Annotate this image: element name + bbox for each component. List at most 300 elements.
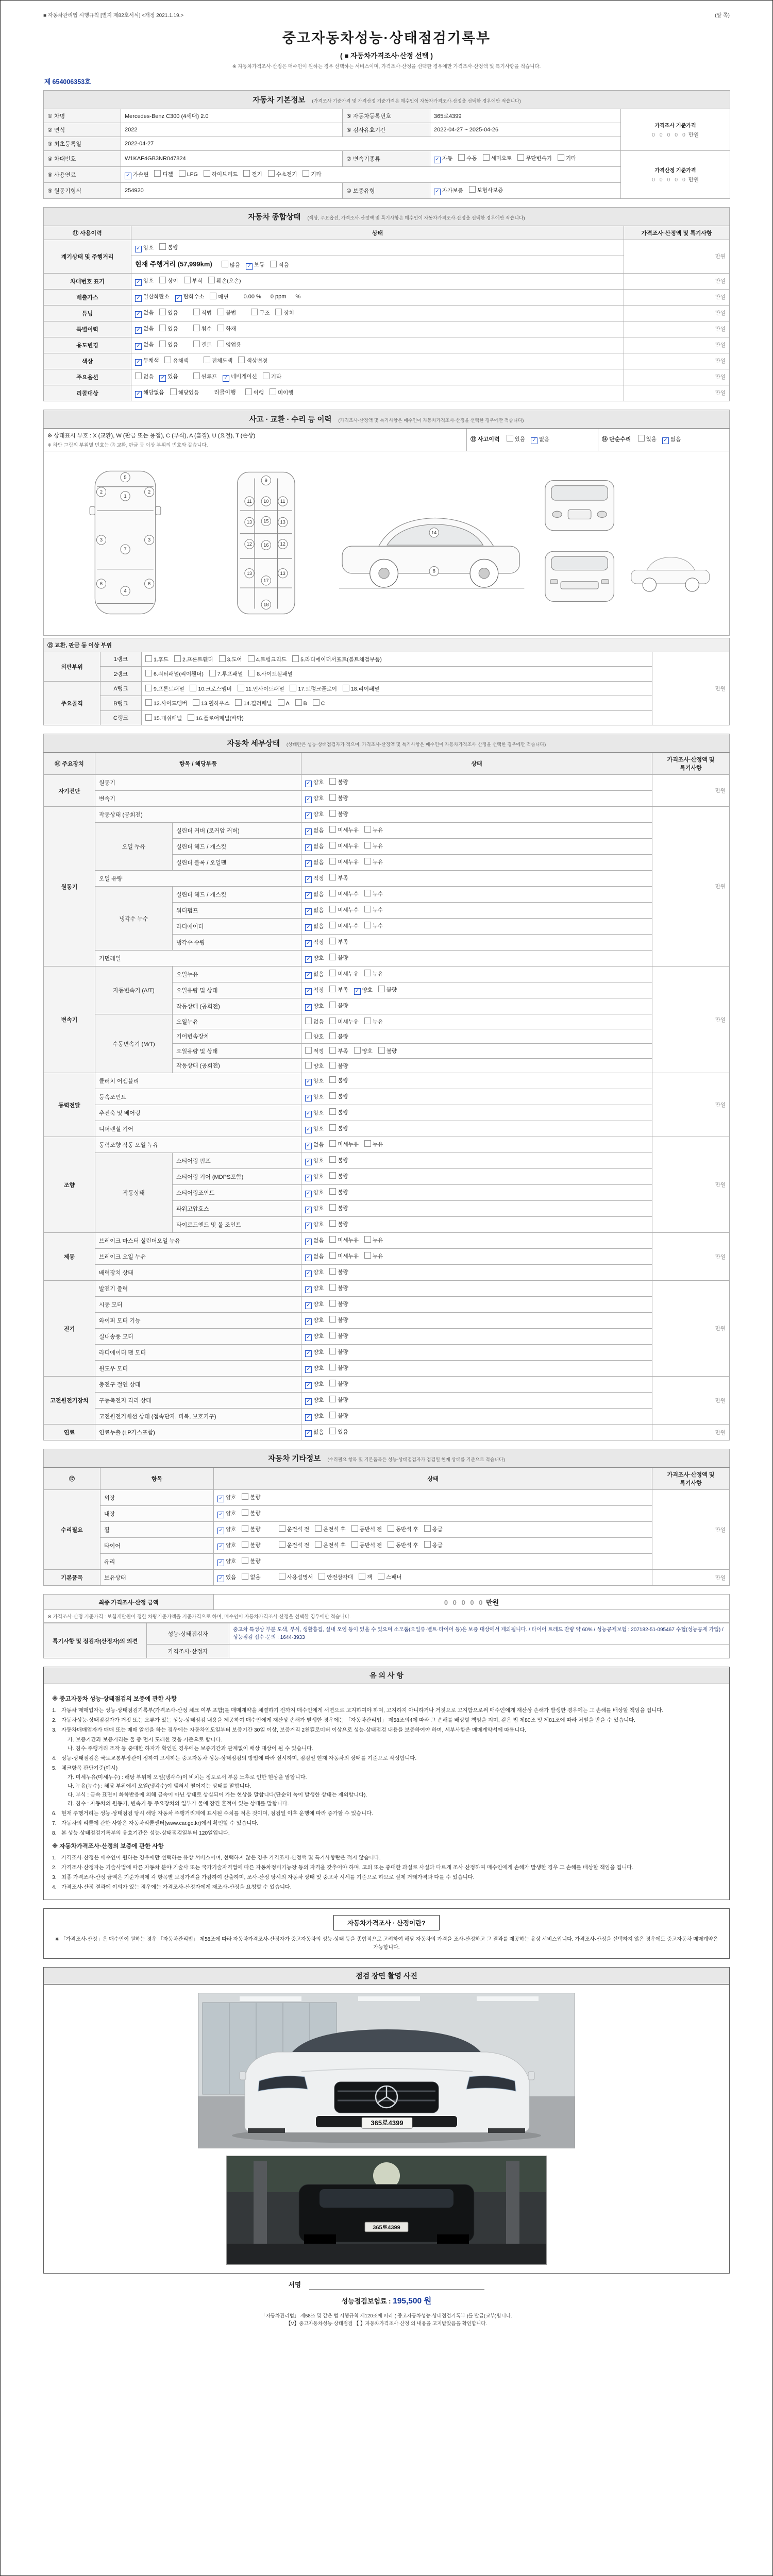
- checkbox[interactable]: [329, 1300, 336, 1307]
- checkbox-option[interactable]: [175, 293, 205, 302]
- checkbox-option[interactable]: [329, 1047, 348, 1055]
- checkbox-option[interactable]: [305, 1109, 324, 1118]
- checkbox-option[interactable]: [305, 1412, 324, 1421]
- checkbox[interactable]: [278, 699, 284, 706]
- checkbox[interactable]: [290, 685, 296, 691]
- checkbox[interactable]: [193, 341, 200, 347]
- checkbox[interactable]: [210, 293, 216, 299]
- checkbox[interactable]: [329, 1062, 336, 1069]
- checkbox-option[interactable]: [217, 1526, 236, 1535]
- checkbox[interactable]: ✓: [305, 1414, 312, 1421]
- checkbox-option[interactable]: [507, 435, 525, 443]
- checkbox-option[interactable]: [204, 357, 233, 365]
- checkbox[interactable]: [295, 699, 302, 706]
- checkbox-option[interactable]: [292, 655, 382, 664]
- checkbox-option[interactable]: [209, 670, 243, 678]
- checkbox[interactable]: [329, 810, 336, 817]
- checkbox-option[interactable]: [329, 1348, 348, 1356]
- checkbox-option[interactable]: [305, 1189, 324, 1198]
- checkbox[interactable]: ✓: [217, 1560, 224, 1566]
- checkbox[interactable]: [364, 890, 371, 896]
- checkbox[interactable]: [315, 1525, 322, 1532]
- checkbox-option[interactable]: [364, 1252, 383, 1260]
- checkbox-option[interactable]: [329, 1172, 348, 1180]
- checkbox[interactable]: [279, 1525, 285, 1532]
- checkbox[interactable]: [329, 1428, 336, 1434]
- checkbox-option[interactable]: [305, 970, 324, 979]
- checkbox-option[interactable]: [305, 1284, 324, 1294]
- checkbox[interactable]: [329, 1412, 336, 1418]
- checkbox[interactable]: [378, 1573, 384, 1580]
- checkbox-option[interactable]: [364, 1018, 383, 1026]
- checkbox-option[interactable]: [305, 858, 324, 868]
- checkbox-option[interactable]: [279, 1541, 310, 1549]
- checkbox-option[interactable]: [305, 1252, 324, 1262]
- checkbox[interactable]: [329, 1124, 336, 1131]
- checkbox-option[interactable]: [351, 1541, 382, 1549]
- checkbox-option[interactable]: [305, 1125, 324, 1134]
- checkbox-option[interactable]: [217, 1541, 236, 1551]
- checkbox[interactable]: [305, 1047, 312, 1054]
- checkbox-option[interactable]: [193, 341, 212, 349]
- checkbox[interactable]: ✓: [125, 173, 131, 179]
- checkbox-option[interactable]: [329, 794, 348, 802]
- checkbox-option[interactable]: [329, 1380, 348, 1388]
- checkbox[interactable]: ✓: [217, 1528, 224, 1534]
- checkbox[interactable]: [364, 826, 371, 833]
- checkbox[interactable]: [159, 309, 166, 315]
- checkbox-option[interactable]: [305, 1141, 324, 1150]
- checkbox[interactable]: [329, 1002, 336, 1008]
- checkbox[interactable]: [329, 1156, 336, 1163]
- checkbox[interactable]: [364, 1140, 371, 1147]
- checkbox[interactable]: [329, 858, 336, 865]
- checkbox[interactable]: [305, 1062, 312, 1069]
- checkbox[interactable]: ✓: [305, 1223, 312, 1229]
- checkbox[interactable]: ✓: [305, 796, 312, 803]
- checkbox-option[interactable]: [329, 1396, 348, 1404]
- checkbox-option[interactable]: [248, 670, 293, 678]
- checkbox[interactable]: [217, 309, 224, 315]
- checkbox-option[interactable]: [174, 655, 213, 664]
- checkbox[interactable]: [329, 842, 336, 849]
- checkbox-option[interactable]: [305, 938, 324, 947]
- checkbox-option[interactable]: [329, 1156, 348, 1164]
- checkbox-option[interactable]: [217, 1557, 236, 1567]
- checkbox-option[interactable]: [329, 874, 348, 882]
- checkbox[interactable]: ✓: [135, 343, 142, 350]
- checkbox-option[interactable]: [364, 858, 383, 866]
- checkbox[interactable]: [364, 1018, 371, 1024]
- checkbox-option[interactable]: [145, 670, 204, 678]
- checkbox-option[interactable]: [359, 1573, 372, 1581]
- checkbox-option[interactable]: [305, 1077, 324, 1086]
- checkbox-option[interactable]: [242, 1573, 260, 1581]
- signature-field[interactable]: [309, 2280, 484, 2290]
- checkbox[interactable]: [458, 154, 465, 161]
- checkbox[interactable]: [270, 388, 276, 395]
- checkbox[interactable]: ✓: [305, 988, 312, 995]
- checkbox[interactable]: [318, 1573, 325, 1580]
- checkbox-option[interactable]: [313, 699, 325, 707]
- checkbox-option[interactable]: [278, 699, 290, 707]
- checkbox[interactable]: ✓: [305, 1366, 312, 1373]
- checkbox-option[interactable]: [364, 906, 383, 914]
- checkbox-option[interactable]: [248, 655, 287, 664]
- checkbox[interactable]: [242, 1573, 248, 1580]
- checkbox-option[interactable]: [188, 714, 244, 722]
- checkbox-option[interactable]: [135, 372, 154, 381]
- checkbox-option[interactable]: [305, 986, 324, 995]
- checkbox[interactable]: ✓: [305, 1095, 312, 1101]
- checkbox[interactable]: ✓: [135, 391, 142, 398]
- checkbox[interactable]: [343, 685, 349, 691]
- checkbox-option[interactable]: [145, 685, 184, 693]
- checkbox[interactable]: ✓: [305, 940, 312, 947]
- checkbox[interactable]: [507, 435, 513, 442]
- checkbox[interactable]: [558, 154, 564, 161]
- checkbox[interactable]: [364, 858, 371, 865]
- checkbox-option[interactable]: [354, 1047, 373, 1055]
- checkbox[interactable]: ✓: [305, 1111, 312, 1117]
- checkbox-option[interactable]: [329, 906, 359, 914]
- checkbox[interactable]: [303, 170, 309, 177]
- checkbox-option[interactable]: [217, 1510, 236, 1519]
- checkbox[interactable]: [329, 1396, 336, 1402]
- checkbox-option[interactable]: [217, 1573, 236, 1583]
- checkbox[interactable]: [159, 277, 166, 283]
- checkbox[interactable]: [275, 309, 282, 315]
- checkbox[interactable]: [263, 372, 270, 379]
- checkbox-option[interactable]: [315, 1541, 346, 1549]
- checkbox-option[interactable]: [159, 309, 178, 317]
- checkbox-option[interactable]: [305, 1428, 324, 1437]
- checkbox[interactable]: ✓: [217, 1496, 224, 1502]
- price-survey-option[interactable]: ( ■ 자동차가격조사·산정 선택 ): [340, 52, 433, 60]
- checkbox-option[interactable]: [329, 826, 359, 834]
- checkbox-option[interactable]: [329, 970, 359, 978]
- checkbox[interactable]: [135, 372, 142, 379]
- checkbox[interactable]: [242, 1557, 248, 1564]
- checkbox-option[interactable]: [193, 372, 217, 381]
- checkbox[interactable]: [329, 794, 336, 801]
- checkbox-option[interactable]: [238, 685, 284, 693]
- checkbox[interactable]: [208, 277, 215, 283]
- checkbox-option[interactable]: [329, 858, 359, 866]
- checkbox-option[interactable]: [305, 1032, 324, 1041]
- checkbox-option[interactable]: [305, 1268, 324, 1278]
- checkbox-option[interactable]: [251, 309, 270, 317]
- checkbox-option[interactable]: [318, 1573, 353, 1581]
- checkbox-option[interactable]: [222, 261, 240, 269]
- checkbox[interactable]: [209, 670, 216, 676]
- checkbox[interactable]: ✓: [305, 1302, 312, 1309]
- checkbox[interactable]: [329, 1332, 336, 1338]
- checkbox[interactable]: [329, 874, 336, 880]
- checkbox[interactable]: [364, 1236, 371, 1243]
- checkbox-option[interactable]: [279, 1573, 313, 1581]
- checkbox-option[interactable]: [364, 842, 383, 850]
- checkbox[interactable]: ✓: [305, 1398, 312, 1405]
- checkbox[interactable]: [329, 1092, 336, 1099]
- checkbox[interactable]: [243, 170, 250, 177]
- checkbox[interactable]: ✓: [305, 860, 312, 867]
- checkbox-option[interactable]: [305, 810, 324, 820]
- checkbox-option[interactable]: [164, 357, 188, 365]
- checkbox[interactable]: ✓: [305, 1191, 312, 1197]
- checkbox-option[interactable]: [329, 1108, 348, 1116]
- checkbox-option[interactable]: [305, 794, 324, 804]
- checkbox[interactable]: ✓: [305, 956, 312, 963]
- checkbox[interactable]: ✓: [305, 1382, 312, 1389]
- checkbox[interactable]: ✓: [354, 988, 361, 995]
- checkbox-option[interactable]: [329, 986, 348, 994]
- checkbox-option[interactable]: [364, 1236, 383, 1244]
- checkbox[interactable]: ✓: [305, 844, 312, 851]
- checkbox-option[interactable]: [217, 1494, 236, 1503]
- checkbox-option[interactable]: [305, 1380, 324, 1389]
- checkbox[interactable]: ✓: [305, 812, 312, 819]
- checkbox-option[interactable]: [364, 826, 383, 834]
- checkbox-option[interactable]: [305, 1093, 324, 1102]
- checkbox-option[interactable]: [483, 154, 512, 162]
- checkbox[interactable]: ✓: [305, 1286, 312, 1293]
- checkbox[interactable]: ✓: [135, 295, 142, 302]
- checkbox[interactable]: ✓: [662, 437, 669, 444]
- checkbox[interactable]: [159, 243, 166, 250]
- checkbox[interactable]: [222, 261, 228, 267]
- checkbox[interactable]: ✓: [305, 1430, 312, 1437]
- checkbox-option[interactable]: [305, 922, 324, 931]
- checkbox[interactable]: [329, 890, 336, 896]
- checkbox[interactable]: [329, 906, 336, 912]
- checkbox-option[interactable]: [204, 170, 238, 178]
- checkbox[interactable]: [378, 1047, 385, 1054]
- checkbox-option[interactable]: [184, 277, 203, 285]
- checkbox[interactable]: ✓: [305, 1079, 312, 1086]
- checkbox-option[interactable]: [238, 357, 267, 365]
- checkbox-option[interactable]: [378, 1047, 397, 1055]
- checkbox[interactable]: [145, 655, 152, 662]
- checkbox-option[interactable]: [305, 1002, 324, 1011]
- checkbox[interactable]: [378, 986, 385, 992]
- checkbox[interactable]: ✓: [305, 1175, 312, 1181]
- checkbox-option[interactable]: [242, 1525, 260, 1533]
- checkbox-option[interactable]: [135, 277, 154, 286]
- checkbox[interactable]: [329, 1284, 336, 1291]
- checkbox-option[interactable]: [279, 1525, 310, 1533]
- checkbox-option[interactable]: [179, 170, 198, 178]
- checkbox[interactable]: ✓: [305, 1334, 312, 1341]
- checkbox-option[interactable]: [329, 1092, 348, 1100]
- checkbox-option[interactable]: [315, 1525, 346, 1533]
- checkbox[interactable]: ✓: [305, 908, 312, 915]
- checkbox-option[interactable]: [469, 186, 503, 194]
- checkbox[interactable]: [329, 922, 336, 928]
- checkbox-option[interactable]: [305, 1348, 324, 1358]
- checkbox[interactable]: ✓: [305, 1004, 312, 1011]
- checkbox-option[interactable]: [364, 890, 383, 898]
- checkbox[interactable]: [388, 1525, 394, 1532]
- checkbox[interactable]: [359, 1573, 365, 1580]
- checkbox-option[interactable]: [305, 1157, 324, 1166]
- checkbox-option[interactable]: [329, 1076, 348, 1084]
- checkbox[interactable]: ✓: [305, 1318, 312, 1325]
- checkbox[interactable]: [329, 1252, 336, 1259]
- checkbox-option[interactable]: [354, 986, 373, 995]
- checkbox[interactable]: [235, 699, 242, 706]
- checkbox-option[interactable]: [388, 1541, 418, 1549]
- checkbox[interactable]: [190, 685, 196, 691]
- checkbox[interactable]: [279, 1541, 285, 1548]
- checkbox[interactable]: [248, 655, 255, 662]
- checkbox-option[interactable]: [329, 1032, 348, 1041]
- checkbox[interactable]: [329, 1268, 336, 1275]
- checkbox[interactable]: ✓: [434, 189, 441, 195]
- checkbox[interactable]: [217, 325, 224, 331]
- checkbox[interactable]: [238, 357, 245, 363]
- checkbox-option[interactable]: [305, 842, 324, 852]
- checkbox-option[interactable]: [210, 293, 228, 301]
- checkbox[interactable]: [305, 1018, 312, 1024]
- checkbox-option[interactable]: [329, 1220, 348, 1228]
- checkbox[interactable]: [145, 714, 152, 721]
- checkbox[interactable]: [329, 1188, 336, 1195]
- checkbox[interactable]: [313, 699, 320, 706]
- checkbox[interactable]: ✓: [223, 375, 229, 382]
- checkbox[interactable]: ✓: [305, 1350, 312, 1357]
- checkbox[interactable]: [242, 1525, 248, 1532]
- checkbox-option[interactable]: [145, 714, 182, 722]
- checkbox[interactable]: [164, 357, 171, 363]
- checkbox[interactable]: [329, 1172, 336, 1179]
- checkbox-option[interactable]: [329, 922, 359, 930]
- checkbox[interactable]: [329, 778, 336, 785]
- checkbox[interactable]: [193, 699, 199, 706]
- checkbox-option[interactable]: [290, 685, 337, 693]
- checkbox-option[interactable]: [190, 685, 231, 693]
- checkbox[interactable]: [242, 1509, 248, 1516]
- checkbox-option[interactable]: [329, 842, 359, 850]
- checkbox[interactable]: [329, 1364, 336, 1370]
- checkbox-option[interactable]: [268, 170, 297, 178]
- checkbox-option[interactable]: [145, 655, 169, 664]
- checkbox[interactable]: [238, 685, 244, 691]
- checkbox-option[interactable]: [329, 890, 359, 898]
- checkbox-option[interactable]: [329, 810, 348, 818]
- checkbox[interactable]: [329, 1076, 336, 1083]
- checkbox[interactable]: [364, 922, 371, 928]
- checkbox-option[interactable]: [517, 154, 552, 162]
- checkbox[interactable]: [184, 277, 191, 283]
- checkbox[interactable]: ✓: [305, 1270, 312, 1277]
- checkbox-option[interactable]: [135, 309, 154, 318]
- checkbox[interactable]: ✓: [246, 263, 253, 270]
- checkbox[interactable]: ✓: [305, 1207, 312, 1213]
- checkbox[interactable]: ✓: [135, 359, 142, 366]
- checkbox-option[interactable]: [662, 435, 681, 445]
- checkbox-option[interactable]: [305, 1396, 324, 1405]
- checkbox-option[interactable]: [295, 699, 307, 707]
- checkbox[interactable]: [517, 154, 524, 161]
- checkbox[interactable]: [329, 826, 336, 833]
- checkbox[interactable]: [248, 670, 255, 676]
- checkbox[interactable]: [315, 1541, 322, 1548]
- checkbox-option[interactable]: [329, 1236, 359, 1244]
- checkbox[interactable]: [329, 1047, 336, 1054]
- checkbox[interactable]: [329, 986, 336, 992]
- checkbox-option[interactable]: [193, 699, 229, 707]
- checkbox-option[interactable]: [305, 826, 324, 836]
- checkbox-option[interactable]: [305, 1062, 324, 1070]
- checkbox[interactable]: [145, 699, 152, 706]
- checkbox[interactable]: [159, 341, 166, 347]
- checkbox[interactable]: ✓: [217, 1544, 224, 1550]
- checkbox-option[interactable]: [329, 954, 348, 962]
- checkbox[interactable]: [351, 1541, 358, 1548]
- checkbox-option[interactable]: [193, 325, 212, 333]
- checkbox-option[interactable]: [305, 954, 324, 963]
- checkbox-option[interactable]: [159, 277, 178, 285]
- checkbox-option[interactable]: [329, 938, 348, 946]
- checkbox-option[interactable]: [305, 1236, 324, 1246]
- checkbox-option[interactable]: [424, 1541, 443, 1549]
- checkbox[interactable]: [268, 170, 275, 177]
- checkbox[interactable]: [329, 1018, 336, 1024]
- checkbox-option[interactable]: [246, 261, 264, 270]
- checkbox-option[interactable]: [193, 309, 212, 317]
- checkbox[interactable]: [270, 261, 277, 267]
- checkbox[interactable]: [174, 655, 181, 662]
- checkbox[interactable]: [193, 309, 200, 315]
- checkbox-option[interactable]: [145, 699, 187, 707]
- checkbox[interactable]: [364, 970, 371, 976]
- checkbox[interactable]: [329, 1140, 336, 1147]
- checkbox[interactable]: ✓: [531, 437, 537, 444]
- checkbox[interactable]: ✓: [305, 1239, 312, 1245]
- checkbox[interactable]: [483, 154, 490, 161]
- checkbox[interactable]: [219, 655, 226, 662]
- checkbox-option[interactable]: [217, 309, 236, 317]
- checkbox-option[interactable]: [351, 1525, 382, 1533]
- checkbox-option[interactable]: [434, 187, 463, 196]
- checkbox-option[interactable]: [305, 1316, 324, 1326]
- checkbox-option[interactable]: [638, 435, 657, 443]
- checkbox[interactable]: [329, 1108, 336, 1115]
- checkbox[interactable]: [469, 186, 476, 193]
- checkbox-option[interactable]: [135, 244, 154, 253]
- checkbox-option[interactable]: [364, 1140, 383, 1148]
- checkbox-option[interactable]: [329, 1428, 348, 1436]
- checkbox[interactable]: ✓: [305, 972, 312, 979]
- checkbox-option[interactable]: [270, 388, 293, 397]
- checkbox[interactable]: [364, 842, 371, 849]
- checkbox[interactable]: [638, 435, 645, 442]
- checkbox-option[interactable]: [531, 435, 549, 445]
- checkbox-option[interactable]: [329, 1300, 348, 1308]
- checkbox-option[interactable]: [242, 1509, 260, 1517]
- checkbox-option[interactable]: [305, 1205, 324, 1214]
- checkbox-option[interactable]: [558, 154, 576, 162]
- checkbox[interactable]: [329, 1316, 336, 1323]
- checkbox-option[interactable]: [159, 325, 178, 333]
- checkbox[interactable]: [145, 670, 152, 676]
- checkbox-option[interactable]: [303, 170, 321, 178]
- checkbox-option[interactable]: [235, 699, 272, 707]
- checkbox[interactable]: [354, 1047, 361, 1054]
- checkbox-option[interactable]: [305, 906, 324, 916]
- checkbox[interactable]: [351, 1525, 358, 1532]
